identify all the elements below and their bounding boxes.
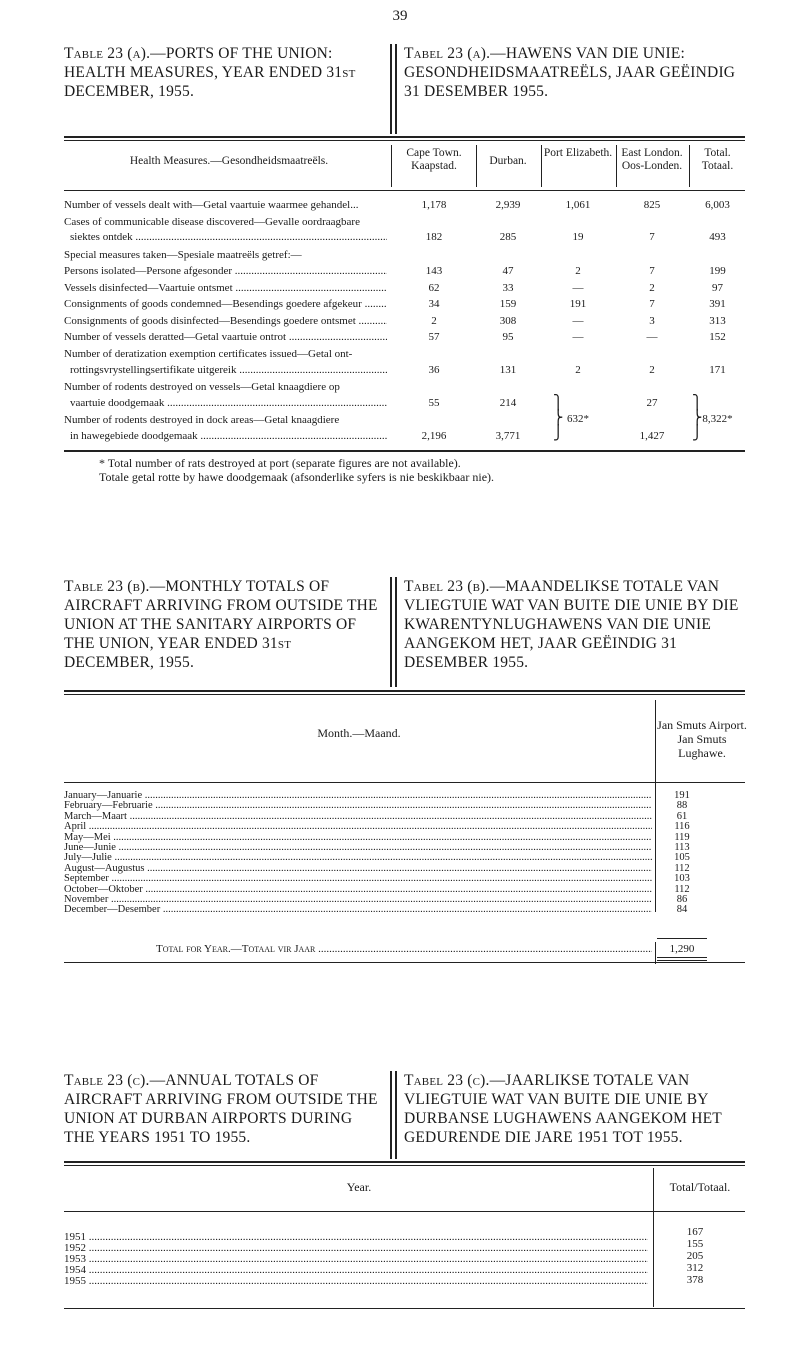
table-b-month-value: 119 (674, 831, 690, 843)
table-a-cell: 313 (709, 314, 726, 327)
table-b-header-month: Month.—Maand. (317, 726, 401, 740)
table-a-cell: 191 (569, 298, 587, 310)
table-a-header-cape-town: Cape Town. Kaapstad. (406, 147, 462, 172)
table-c-year-label: 1952 ..... (64, 1243, 648, 1254)
caption-divider (390, 1071, 392, 1159)
table-b-month-label: May—Mei ..... (64, 833, 652, 844)
table-a-header-rule (64, 190, 745, 191)
table-a-row-label: Persons isolated—Persone afgesonder ..... (64, 266, 387, 277)
table-b-header-rule (64, 782, 745, 783)
table-b-month-value: 84 (676, 904, 688, 916)
table-a-cell: 391 (709, 298, 726, 310)
table-a-row-label: vaartuie doodgemaak ..... (70, 398, 387, 409)
table-c-header-year: Year. (346, 1180, 372, 1194)
table-a-row-label: Number of rodents destroyed in dock areas—Getal knaagdiere (64, 414, 340, 426)
table-c-total-value: 205 (686, 1250, 704, 1262)
table-a-cell: 2,196 (421, 430, 447, 442)
column-divider (541, 145, 542, 187)
column-divider (391, 145, 392, 187)
table-a-cell: 199 (709, 265, 726, 277)
table-a-cell: 825 (643, 199, 661, 211)
table-c-total-value: 378 (686, 1274, 704, 1286)
table-a-footnote-af: Totale getal rotte by hawe doodgemaak (afsonderlike syfers is nie beskikbaar nie). (99, 470, 495, 484)
table-a-row-label: Cases of communicable disease discovered—Gevalle oordraagbare (64, 216, 360, 228)
table-a-row-label: Vessels disinfected—Vaartuie ontsmet ..... (64, 283, 387, 294)
table-a-row-label: Number of vessels deratted—Getal vaartuie ontrot ..... (64, 332, 387, 343)
table-a-row-label: rottingsvrystellingsertifikate uitgereik ..... (70, 365, 387, 376)
table-a-cell: 2,939 (495, 199, 521, 211)
table-b-month-label: April ..... (64, 822, 652, 833)
table-a-cell: 152 (709, 331, 726, 343)
table-a-caption-af: Tabel 23 (a).—HAWENS VAN DIE UNIE: GESONDHEIDSMAATREËLS, JAAR GEËINDIG 31 DESEMBER 1955. (404, 45, 736, 100)
table-a-header-port-elizabeth: Port Elizabeth. (543, 147, 613, 159)
table-a-cell: 27 (646, 397, 658, 409)
table-a-cell: 55 (428, 397, 440, 409)
table-c-total-value: 167 (686, 1226, 704, 1238)
table-a-cell: 2 (575, 364, 581, 376)
table-a-cell: 1,427 (639, 430, 665, 442)
table-c-total-value: 155 (686, 1238, 704, 1250)
table-b-caption-en: Table 23 (b).—MONTHLY TOTALS OF AIRCRAFT ARRIVING FROM OUTSIDE THE UNION AT THE SANITARY AIRPORTS OF THE UNION, YEAR ENDED 31st DECEMBER, 1955. (64, 578, 378, 671)
table-a-cell: 131 (499, 364, 517, 376)
table-b-total-row (64, 944, 652, 955)
brace-port-elizabeth: ⎫ ⎬ ⎭ (553, 395, 564, 441)
table-a-row-label: siektes ontdek ..... (70, 232, 387, 243)
table-b-month-value: 103 (674, 873, 690, 885)
table-a-cell: 632* (567, 412, 589, 425)
table-b-top-rule (64, 690, 745, 692)
table-a-row-label: Number of vessels dealt with—Getal vaartuie waarmee gehandel... (64, 200, 359, 211)
caption-divider (395, 44, 397, 134)
table-c-year-label: 1954 ..... (64, 1265, 648, 1276)
table-a-row-label: Special measures taken—Spesiale maatreëls getref:— (64, 249, 302, 261)
column-divider (476, 145, 477, 187)
table-a-cell: 6,003 (705, 199, 730, 211)
table-a-footnote-en: * Total number of rats destroyed at port (separate figures are not available). (99, 456, 461, 470)
table-b-header-airport: Jan Smuts Airport. Jan Smuts Lughawe. (657, 718, 747, 760)
table-a-cell: 36 (428, 364, 440, 376)
table-c-year-label: 1951 ..... (64, 1232, 648, 1243)
table-a-bottom-rule (64, 450, 745, 452)
table-a-cell: 57 (428, 331, 440, 343)
table-b-month-label: November ..... (64, 895, 652, 906)
table-a-cell: — (572, 331, 584, 343)
table-a-cell: 34 (428, 298, 440, 310)
caption-divider (395, 577, 397, 687)
table-b-month-label: February—Februarie ..... (64, 801, 652, 812)
table-a-row-label: Number of rodents destroyed on vessels—Getal knaagdiere op (64, 381, 340, 393)
table-a-row-label: Consignments of goods disinfected—Besendings goedere ontsmet ..... (64, 316, 387, 327)
table-b-total-value: 1,290 (669, 943, 695, 955)
table-a-top-rule (64, 140, 745, 141)
table-a-caption-en: Table 23 (a).—PORTS OF THE UNION: HEALTH MEASURES, YEAR ENDED 31st DECEMBER, 1955. (64, 45, 356, 100)
table-a-cell: 8,322* (702, 412, 733, 425)
column-divider (655, 782, 656, 912)
table-b-month-label: January—Januarie ..... (64, 791, 652, 802)
table-c-header-total: Total/Totaal. (669, 1180, 731, 1194)
table-c-top-rule (64, 1165, 745, 1166)
table-b-month-value: 112 (674, 862, 690, 874)
total-rule (657, 960, 707, 961)
table-a-cell: 159 (499, 298, 517, 310)
table-b-month-value: 86 (676, 894, 688, 905)
table-a-top-rule (64, 136, 745, 138)
table-c-bottom-rule (64, 1308, 745, 1309)
table-a-cell: 2 (649, 364, 655, 376)
caption-divider (395, 1071, 397, 1159)
table-a-cell: 33 (502, 281, 514, 294)
table-c-year-label: 1953 ..... (64, 1254, 648, 1265)
table-c-total-value: 312 (686, 1262, 704, 1274)
table-a-cell: 7 (649, 231, 655, 243)
table-c-header-rule (64, 1211, 745, 1212)
table-a-cell: 62 (428, 281, 440, 294)
table-a-cell: 95 (502, 331, 514, 343)
table-b-month-label: December—Desember ..... (64, 905, 652, 916)
brace-total: ⎫ ⎬ ⎭ (692, 395, 703, 441)
table-c-caption-af: Tabel 23 (c).—JAARLIKSE TOTALE VAN VLIEGTUIE WAT VAN BUITE DIE UNIE BY DURBANSE LUGHAWENS AANGEKOM HET GEDURENDE DIE JARE 1951 TOT 1955. (404, 1072, 722, 1146)
table-a-header-east-london: East London. Oos-Londen. (621, 147, 683, 172)
caption-divider (390, 44, 392, 134)
table-a-cell: — (572, 314, 584, 327)
table-a-cell: 3 (649, 314, 655, 327)
table-a-cell: 171 (709, 364, 726, 376)
table-a-cell: 214 (499, 397, 517, 409)
table-c-caption-en: Table 23 (c).—ANNUAL TOTALS OF AIRCRAFT ARRIVING FROM OUTSIDE THE UNION AT DURBAN AIRPORTS DURING THE YEARS 1951 TO 1955. (64, 1072, 378, 1146)
column-divider (653, 1211, 654, 1307)
table-a-row-label: Number of deratization exemption certificates issued—Getal ont- (64, 348, 353, 360)
table-b-month-value: 105 (674, 852, 690, 864)
table-b-total-label: Total for Year.—Totaal vir Jaar ..... (156, 944, 652, 955)
table-b-month-value: 88 (676, 800, 688, 812)
total-rule (657, 957, 707, 958)
caption-divider (390, 577, 392, 687)
table-b-bottom-rule (64, 962, 745, 963)
table-b-caption-af: Tabel 23 (b).—MAANDELIKSE TOTALE VAN VLIEGTUIE WAT VAN BUITE DIE UNIE BY DIE KWARENTYNLUGHAWENS VAN DIE UNIE AANGEKOM HET, JAAR GEËINDIG 31 DESEMBER 1955. (404, 578, 739, 671)
table-a-cell: 19 (572, 231, 584, 243)
table-a-row-label: in hawegebiede doodgemaak ..... (70, 431, 387, 442)
table-a-cell: 47 (502, 265, 514, 277)
table-b-month-value: 61 (676, 810, 688, 822)
table-a-cell: 7 (649, 298, 655, 310)
table-b-month-value: 116 (674, 821, 690, 833)
column-divider (655, 942, 656, 964)
table-a-cell: 2 (649, 281, 655, 294)
table-a-cell: 143 (425, 265, 443, 277)
table-a-cell: 1,178 (421, 199, 447, 211)
table-a-cell: 493 (709, 231, 726, 243)
table-a-header-measure: Health Measures.—Gesondheidsmaatreëls. (129, 155, 329, 167)
table-b-month-value: 191 (674, 790, 690, 801)
table-a-cell: — (646, 331, 658, 343)
column-divider (655, 700, 656, 782)
table-b-month-label: August—Augustus ..... (64, 864, 652, 875)
table-a-cell: 3,771 (495, 430, 521, 442)
table-b-month-label: March—Maart ..... (64, 812, 652, 823)
table-a-cell: 97 (712, 281, 723, 294)
table-b-month-label: July—Julie ..... (64, 853, 652, 864)
table-b-month-value: 112 (674, 883, 690, 895)
table-b-top-rule (64, 694, 745, 695)
table-a-cell: — (572, 281, 584, 294)
table-a-cell: 2 (431, 314, 437, 327)
table-b-month-label: October—Oktober ..... (64, 885, 652, 896)
column-divider (653, 1168, 654, 1212)
table-b-month-label: September ..... (64, 874, 652, 885)
total-rule (657, 938, 707, 939)
table-a-header-durban: Durban. (489, 155, 527, 167)
table-a-row-label: Consignments of goods condemned—Besendings goedere afgekeur ..... (64, 299, 387, 310)
table-a-cell: 2 (575, 265, 581, 277)
table-a-cell: 308 (499, 314, 517, 327)
table-b-month-value: 113 (674, 842, 690, 853)
table-b-month-label: June—Junie ..... (64, 843, 652, 854)
table-a-header-total: Total. Totaal. (701, 147, 734, 172)
table-a-cell: 1,061 (565, 199, 591, 211)
table-a-cell: 182 (425, 231, 443, 243)
table-a-cell: 7 (649, 265, 655, 277)
table-c-top-rule (64, 1161, 745, 1163)
table-c-year-label: 1955 ..... (64, 1276, 648, 1287)
table-a-cell: 285 (499, 231, 517, 243)
page-number: 39 (392, 8, 408, 24)
